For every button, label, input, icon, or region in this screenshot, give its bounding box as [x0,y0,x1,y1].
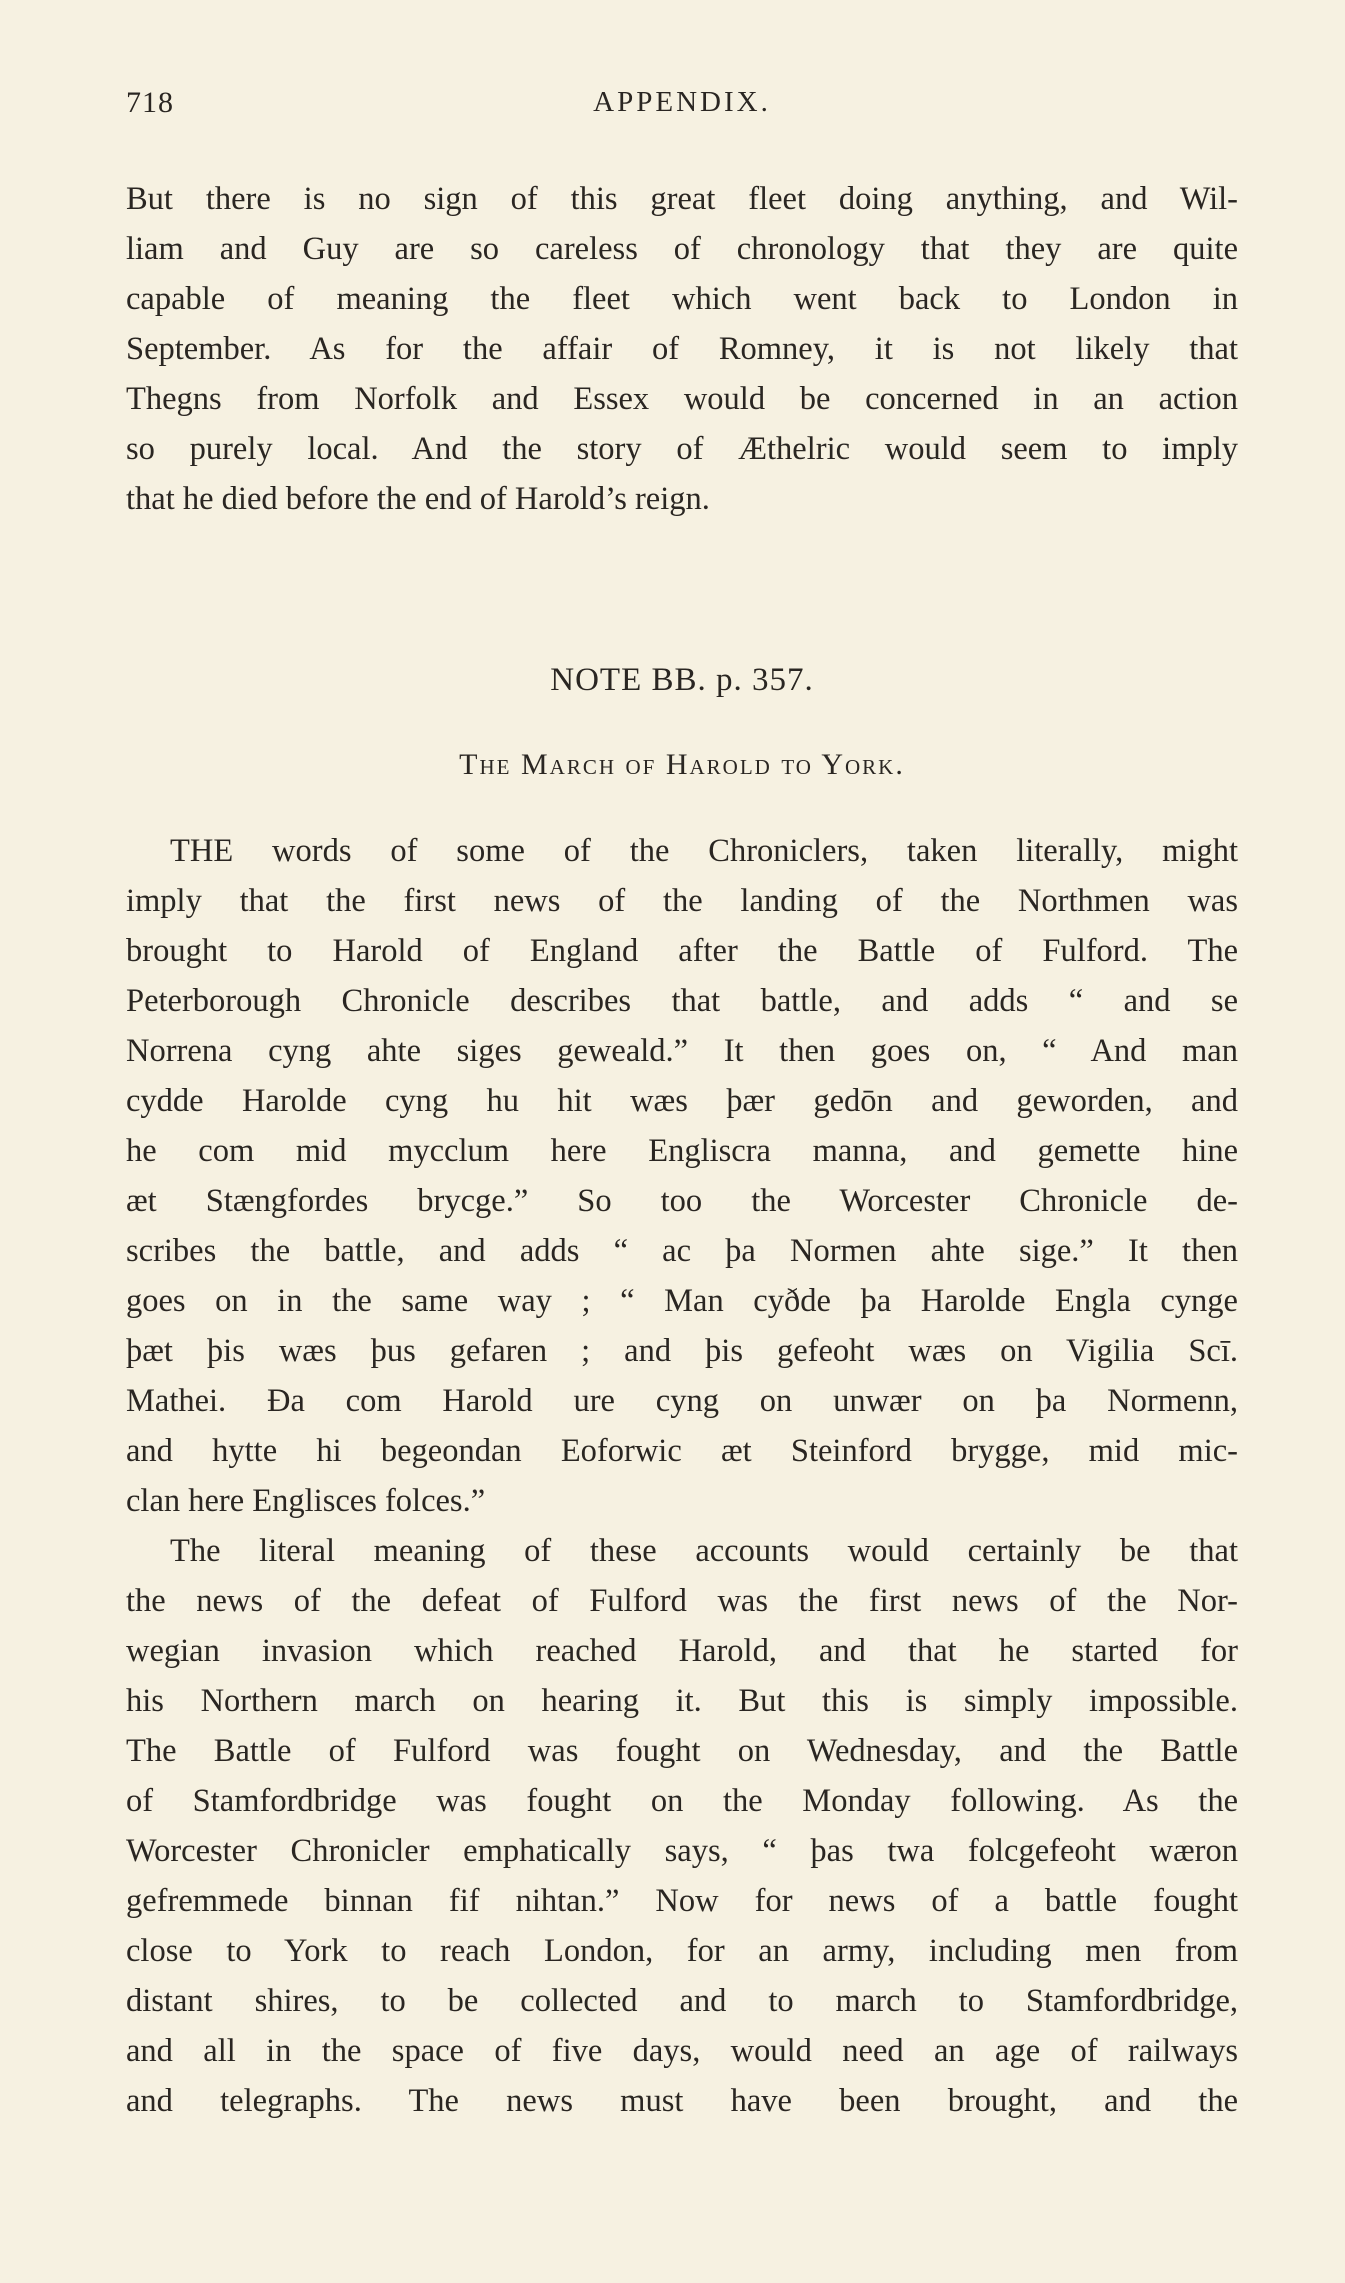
text-line: gefremmede binnan fif nihtan.” Now for news of a battle fought [126,1883,1238,1919]
text-line: imply that the first news of the landing of the Northmen was [126,883,1238,919]
intro-paragraph [126,174,1238,524]
text-line: But there is no sign of this great fleet doing anything, and Wil- [126,181,1238,217]
page-number: 718 [126,86,174,119]
text-line: þæt þis wæs þus gefaren ; and þis gefeoht wæs on Vigilia Scī. [126,1333,1238,1369]
text-line: wegian invasion which reached Harold, and that he started for [126,1633,1238,1669]
text-line: goes on in the same way ; “ Man cyðde þa Harolde Engla cynge [126,1283,1238,1319]
text-line: liam and Guy are so careless of chronology that they are quite [126,231,1238,267]
text-line: September. As for the affair of Romney, it is not likely that [126,331,1238,367]
text-line: Thegns from Norfolk and Essex would be concerned in an action [126,381,1238,417]
text-line: Mathei. Ða com Harold ure cyng on unwær on þa Normenn, [126,1383,1238,1419]
text-line: capable of meaning the fleet which went back to London in [126,281,1238,317]
text-line: æt Stængfordes brycge.” So too the Worcester Chronicle de- [126,1183,1238,1219]
paragraph-1 [126,826,1238,1526]
text-line: Worcester Chronicler emphatically says, “ þas twa folcgefeoht wæron [126,1833,1238,1869]
note-title: The March of Harold to York. [459,748,905,781]
text-line: he com mid mycclum here Engliscra manna, and gemette hine [126,1133,1238,1169]
text-line: the news of the defeat of Fulford was the first news of the Nor- [126,1583,1238,1619]
text-line: so purely local. And the story of Æthelric would seem to imply [126,431,1238,467]
text-line: The Battle of Fulford was fought on Wednesday, and the Battle [126,1733,1238,1769]
text-line: cydde Harolde cyng hu hit wæs þær gedōn and geworden, and [126,1083,1238,1119]
page-header [126,86,1238,126]
text-line: his Northern march on hearing it. But this is simply impossible. [126,1683,1238,1719]
text-line: The literal meaning of these accounts would certainly be that [170,1533,1238,1569]
text-line: that he died before the end of Harold’s reign. [126,481,710,517]
running-head: APPENDIX. [593,86,771,118]
text-line: THE words of some of the Chroniclers, taken literally, might [170,833,1238,869]
text-line: and hytte hi begeondan Eoforwic æt Steinford brygge, mid mic- [126,1433,1238,1469]
text-line: and telegraphs. The news must have been brought, and the [126,2083,1238,2119]
text-line: brought to Harold of England after the Battle of Fulford. The [126,933,1238,969]
text-line: Norrena cyng ahte siges geweald.” It then goes on, “ And man [126,1033,1238,1069]
text-line: of Stamfordbridge was fought on the Monday following. As the [126,1783,1238,1819]
text-line: and all in the space of five days, would need an age of railways [126,2033,1238,2069]
text-line: Peterborough Chronicle describes that battle, and adds “ and se [126,983,1238,1019]
text-line: clan here Englisces folces.” [126,1483,486,1519]
text-line: scribes the battle, and adds “ ac þa Normen ahte sige.” It then [126,1233,1238,1269]
note-heading: NOTE BB. p. 357. [550,662,814,698]
text-line: distant shires, to be collected and to march to Stamfordbridge, [126,1983,1238,2019]
text-line: close to York to reach London, for an army, including men from [126,1933,1238,1969]
paragraph-2 [126,1526,1238,2126]
